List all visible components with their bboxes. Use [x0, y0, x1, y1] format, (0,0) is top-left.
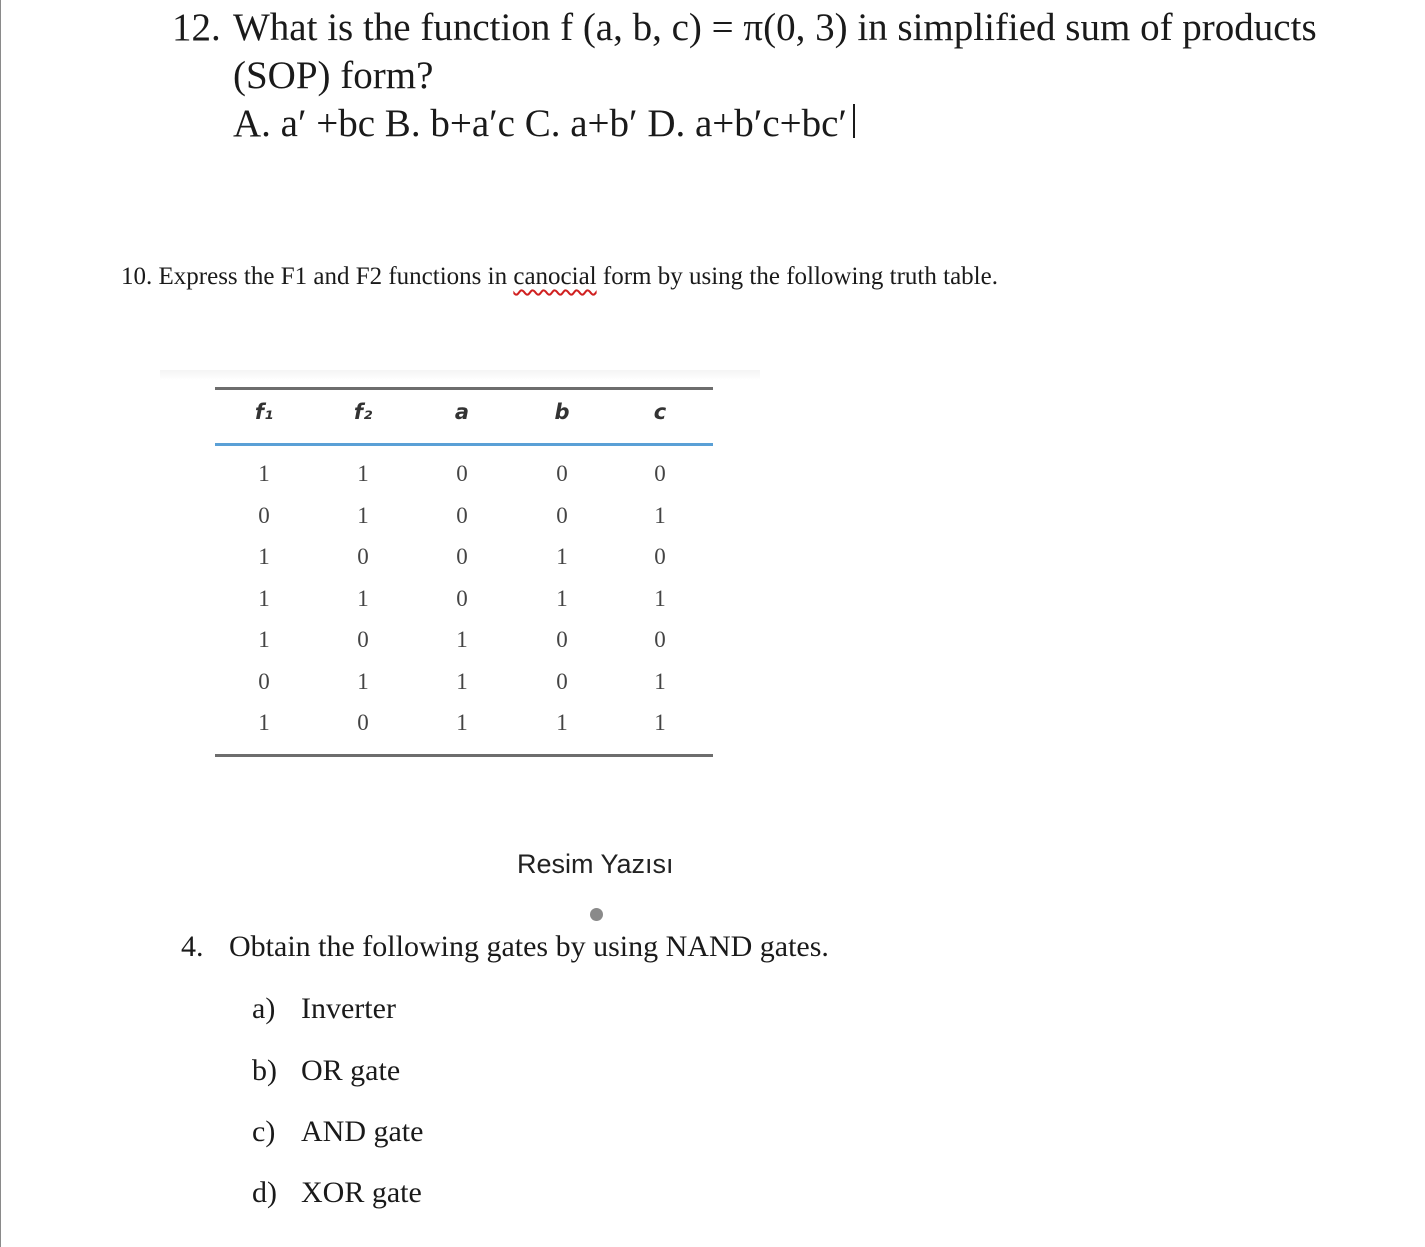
table-cell: 1 — [258, 544, 270, 569]
table-cell: 1 — [654, 669, 666, 694]
table-cell: 0 — [456, 544, 468, 569]
table-bottom-rule — [215, 754, 713, 757]
table-cell: 1 — [456, 669, 468, 694]
table-cell: 1 — [258, 710, 270, 735]
question-10-text-start: 10. Express the F1 and F2 functions in — [121, 263, 514, 290]
image-caption[interactable]: Resim Yazısı — [517, 849, 674, 879]
question-4-number: 4. — [181, 930, 204, 963]
table-cell: 0 — [456, 586, 468, 611]
table-cell: 1 — [357, 461, 369, 486]
question-10-text-end: form by using the following truth table. — [596, 263, 998, 290]
table-cell: 1 — [357, 669, 369, 694]
question-12-line-1: What is the function f (a, b, c) = π(0, 3) in simplified sum of products — [233, 6, 1317, 49]
table-cell: 0 — [357, 710, 369, 735]
drag-handle-dot[interactable] — [590, 908, 603, 921]
header-f2: f₂ — [353, 400, 373, 424]
item-label: c) — [252, 1115, 276, 1148]
table-cell: 1 — [456, 710, 468, 735]
question-10 — [121, 263, 998, 291]
table-cell: 0 — [556, 669, 568, 694]
text-cursor — [853, 104, 855, 138]
question-12-options: A. a′ +bc B. b+a′c C. a+b′ D. a+b′c+bc′ — [233, 102, 847, 145]
table-cell: 1 — [556, 586, 568, 611]
question-12-number: 12. — [172, 6, 221, 49]
spelling-error-word[interactable]: canocial — [513, 263, 597, 290]
table-cell: 0 — [456, 461, 468, 486]
question-12-line-2: (SOP) form? — [233, 54, 434, 97]
table-cell: 0 — [556, 627, 568, 652]
question-4-text: Obtain the following gates by using NAND gates. — [229, 930, 829, 963]
table-cell: 0 — [357, 627, 369, 652]
table-cell: 1 — [357, 503, 369, 528]
table-cell: 0 — [258, 669, 270, 694]
item-text: AND gate — [301, 1115, 424, 1148]
table-cell: 1 — [258, 627, 270, 652]
table-cell: 0 — [456, 503, 468, 528]
header-b: b — [554, 400, 570, 424]
table-cell: 1 — [654, 586, 666, 611]
table-cell: 1 — [357, 586, 369, 611]
item-text: XOR gate — [301, 1176, 422, 1209]
truth-table-image[interactable] — [160, 370, 760, 770]
table-cell: 1 — [556, 544, 568, 569]
table-cell: 1 — [654, 503, 666, 528]
table-cell: 1 — [456, 627, 468, 652]
header-a: a — [454, 400, 470, 424]
table-top-rule — [215, 387, 713, 390]
item-text: OR gate — [301, 1054, 401, 1087]
table-cell: 1 — [258, 461, 270, 486]
question-12-options-line[interactable] — [233, 100, 1383, 148]
document-left-border — [0, 0, 1, 1247]
table-cell: 1 — [556, 710, 568, 735]
table-header-rule — [215, 443, 713, 446]
table-cell: 0 — [654, 461, 666, 486]
table-cell: 0 — [357, 544, 369, 569]
table-cell: 0 — [654, 544, 666, 569]
question-12-body — [233, 4, 1383, 148]
table-cell: 1 — [654, 710, 666, 735]
item-label: a) — [252, 992, 276, 1025]
table-cell: 0 — [556, 461, 568, 486]
table-cell: 0 — [654, 627, 666, 652]
table-cell: 0 — [556, 503, 568, 528]
table-cell: 0 — [258, 503, 270, 528]
item-label: d) — [252, 1176, 277, 1209]
header-c: c — [653, 400, 667, 424]
item-text: Inverter — [301, 992, 396, 1025]
header-f1: f₁ — [254, 400, 274, 424]
table-cell: 1 — [258, 586, 270, 611]
item-label: b) — [252, 1054, 277, 1087]
